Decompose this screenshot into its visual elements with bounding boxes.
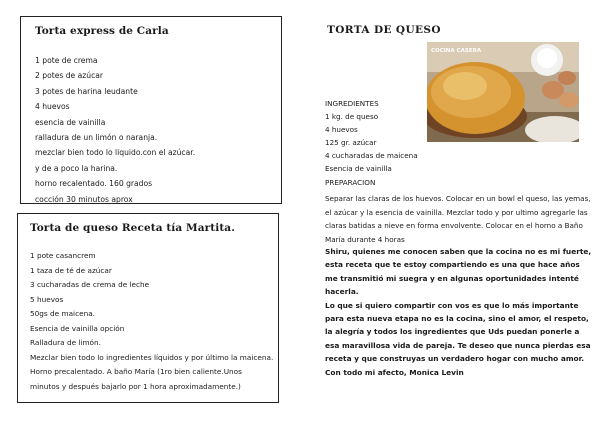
recipe-line: 1 pote de crema: [35, 56, 98, 65]
ingredients-block: [325, 97, 587, 189]
recipe-line: Ralladura de limón.: [30, 338, 101, 347]
recipe-title: Torta de queso Receta tía Martita.: [30, 222, 235, 234]
ingredient-line: 125 gr. azúcar: [325, 138, 377, 148]
recipe-line: 1 pote casancrem: [30, 251, 96, 260]
message-signature: Con todo mi afecto, Monica Levin: [325, 367, 464, 377]
ingredients-heading: INGREDIENTES: [325, 99, 379, 108]
ingredient-line: 4 cucharadas de maicena: [325, 151, 418, 161]
recipe-line: 3 potes de harina leudante: [35, 86, 138, 96]
recipe-line: Horno precalentado. A baño María (1ro bien caliente.Unos: [30, 367, 242, 376]
preparation-paragraph: Separar las claras de los huevos. Colocar en un bowl el queso, las yemas, el azúcar y la esencia de vainilla. Mezclar todo y por ultimo agregarle las claras batidas a nieve en forma envolvente. Colocar en el horno a Baño María durante 4 horas: [325, 194, 591, 244]
recipe-line: 50gs de maicena.: [30, 309, 96, 318]
recipe-line: Esencia de vainilla opción: [30, 323, 125, 333]
message-paragraph: Shiru, quienes me conocen saben que la cocina no es mi fuerte, esta receta que te estoy compartiendo es una que hace años me transmitió mi suegra y en algunas oportunidades intenté hacerla.: [325, 247, 592, 297]
recipe-lines: [35, 53, 195, 207]
recipe-line: horno recalentado. 160 grados: [35, 179, 153, 189]
recipe-card-martita: [17, 213, 279, 403]
recipe-line: 2 potes de azúcar: [35, 71, 104, 81]
recipe-line: 4 huevos: [35, 102, 70, 112]
message-paragraph: Lo que si quiero compartir con vos es que lo más importante para esta nueva etapa no es la cocina, sino el amor, el respeto, la alegría y todos los ingredientes que Uds puedan ponerle a esa maravillosa vida de pareja. Te deseo que nunca pierdas esa receta y que construyas un verdadero hogar con mucho amor.: [325, 300, 591, 364]
recipe-line: minutos y después bajarlo por 1 hora aproximadamente.): [30, 381, 241, 391]
ingredient-line: Esencia de vainilla: [325, 164, 392, 174]
recipe-line: Mezclar bien todo lo ingredientes líquidos y por último la maicena.: [30, 352, 274, 362]
ingredient-line: 1 kg. de queso: [325, 112, 379, 122]
preparation-heading: PREPARACION: [325, 177, 376, 187]
recipe-line: y de a poco la harina.: [35, 163, 118, 173]
recipe-line: 1 taza de té de azúcar: [30, 265, 112, 275]
recipe-card-carla: [20, 16, 282, 204]
recipe-line: mezclar bien todo lo liquido.con el azúcar.: [35, 148, 196, 158]
recipe-lines: [30, 249, 273, 394]
ingredient-line: 4 huevos: [325, 125, 358, 135]
recipe-line: 5 huevos: [30, 294, 64, 304]
page-title: TORTA DE QUESO: [327, 24, 441, 36]
recipe-title: Torta express de Carla: [35, 25, 169, 37]
photo-caption: COCINA CASERA: [431, 48, 482, 54]
preparation-text: [325, 192, 591, 246]
recipe-line: cocción 30 minutos aprox: [35, 194, 133, 204]
dedication-message: [325, 245, 593, 379]
recipe-line: ralladura de un limón o naranja.: [35, 133, 158, 143]
recipe-line: 3 cucharadas de crema de leche: [30, 280, 150, 289]
recipe-line: esencia de vainilla: [35, 117, 106, 127]
